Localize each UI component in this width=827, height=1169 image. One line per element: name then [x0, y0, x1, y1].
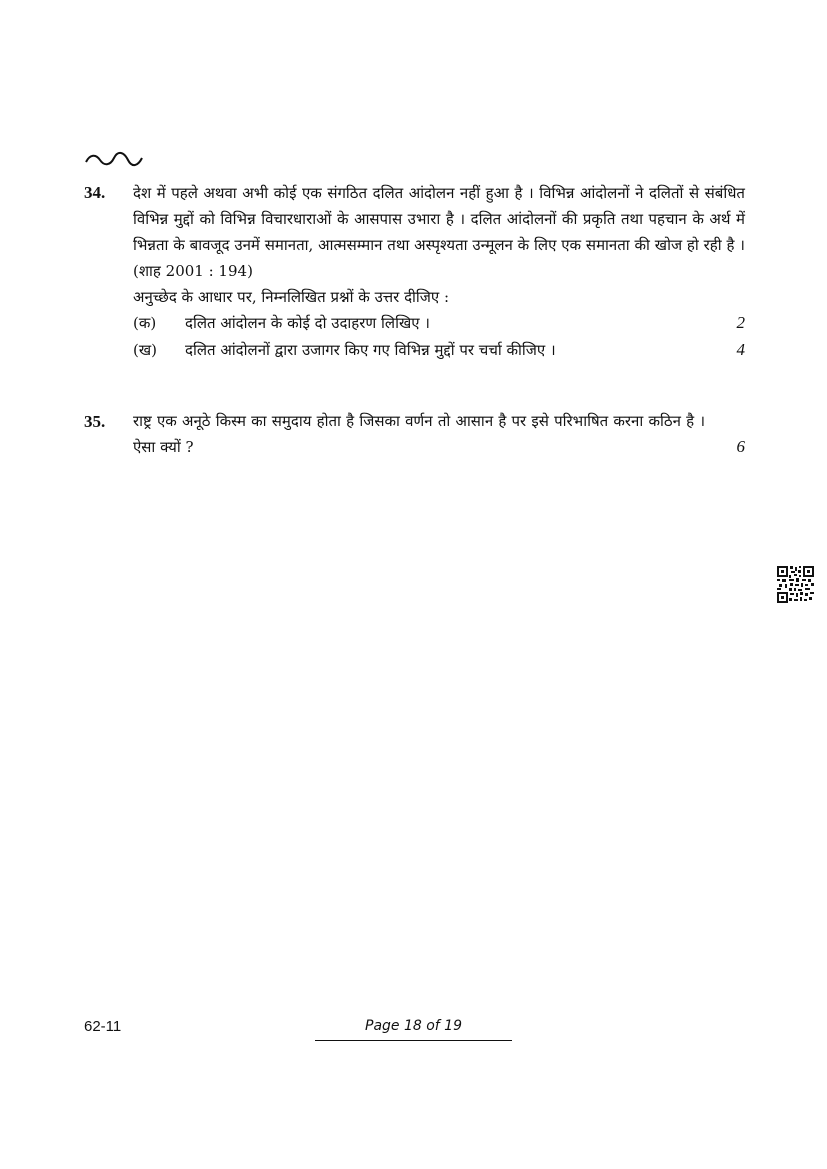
sub-question-list: [133, 310, 745, 364]
question-number: 34.: [84, 183, 106, 202]
question-number: 35.: [84, 412, 106, 431]
sub-question-text: दलित आंदोलनों द्वारा उजागर किए गए विभिन्न मुद्दों पर चर्चा कीजिए ।: [185, 341, 556, 359]
question-instruction: अनुच्छेद के आधार पर, निम्नलिखित प्रश्नों के उत्तर दीजिए :: [133, 288, 450, 306]
sub-question: [133, 337, 745, 364]
sub-question: [133, 310, 745, 337]
question-34: [133, 180, 745, 364]
sub-question-text: दलित आंदोलन के कोई दो उदाहरण लिखिए ।: [185, 314, 430, 332]
question-35: [133, 408, 745, 460]
marks: 2: [736, 313, 745, 332]
qr-code-icon: [777, 566, 814, 603]
page-number: Page 18 of 19: [315, 1018, 512, 1041]
question-text: देश में पहले अथवा अभी कोई एक संगठित दलित आंदोलन नहीं हुआ है । विभिन्न आंदोलनों ने दलितों से संबंधित विभिन्न मुद्दों को विभिन्न विचारधाराओं के आसपास उभारा है । दलित आंदोलनों की प्रकृति तथा पहचान के अर्थ में भिन्नता के बावजूद उनमें समानता, आत्मसम्मान तथा अस्पृश्यता उन्मूलन के लिए एक समानता की खोज हो रही है । (शाह 2001 : 194): [133, 184, 745, 280]
marks: 4: [736, 340, 745, 359]
paper-code: 62-11: [84, 1018, 122, 1035]
marks: 6: [736, 437, 745, 456]
sub-question-label: (क): [133, 314, 157, 332]
sub-question-label: (ख): [133, 341, 157, 359]
wavy-divider-icon: [84, 148, 144, 170]
question-text: राष्ट्र एक अनूठे किस्म का समुदाय होता है जिसका वर्णन तो आसान है पर इसे परिभाषित करना कठिन है । ऐसा क्यों ?: [133, 412, 705, 456]
